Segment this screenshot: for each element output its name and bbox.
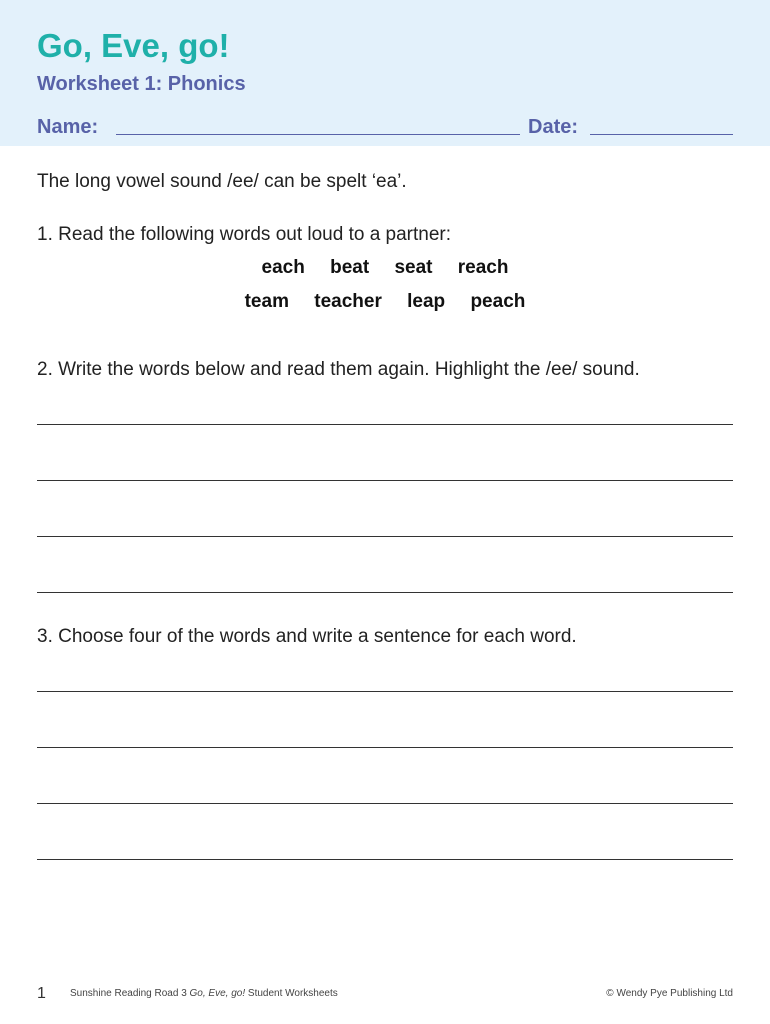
word-row-1 xyxy=(0,256,770,280)
footer-copyright: © Wendy Pye Publishing Ltd xyxy=(606,988,733,999)
word: peach xyxy=(470,291,526,312)
writing-line[interactable] xyxy=(37,592,733,593)
writing-line[interactable] xyxy=(37,747,733,748)
writing-line[interactable] xyxy=(37,536,733,537)
writing-line[interactable] xyxy=(37,691,733,692)
worksheet-title: Go, Eve, go! xyxy=(37,27,230,64)
question-3-prompt: 3. Choose four of the words and write a sentence for each word. xyxy=(37,626,577,647)
word: seat xyxy=(394,257,433,278)
name-label: Name: xyxy=(37,116,99,138)
writing-line[interactable] xyxy=(37,424,733,425)
name-date-row xyxy=(37,114,733,142)
writing-line[interactable] xyxy=(37,859,733,860)
footer-suffix: Student Worksheets xyxy=(245,988,338,999)
header-band xyxy=(0,0,770,146)
name-field[interactable] xyxy=(116,134,520,135)
date-field[interactable] xyxy=(590,134,733,135)
word: each xyxy=(261,257,305,278)
date-label: Date: xyxy=(528,116,579,138)
writing-line[interactable] xyxy=(37,480,733,481)
intro-text: The long vowel sound /ee/ can be spelt ‘ea’. xyxy=(37,171,407,192)
word-row-2 xyxy=(0,290,770,314)
word: teacher xyxy=(314,291,382,312)
worksheet-subtitle: Worksheet 1: Phonics xyxy=(37,73,246,95)
question-1-prompt: 1. Read the following words out loud to a partner: xyxy=(37,224,452,245)
writing-line[interactable] xyxy=(37,803,733,804)
page-number: 1 xyxy=(37,985,46,1002)
word: reach xyxy=(457,257,509,278)
word: team xyxy=(244,291,289,312)
word: leap xyxy=(407,291,446,312)
word: beat xyxy=(330,257,370,278)
question-2-prompt: 2. Write the words below and read them again. Highlight the /ee/ sound. xyxy=(37,359,640,380)
footer-italic-title: Go, Eve, go! xyxy=(189,988,246,999)
footer-prefix: Sunshine Reading Road 3 xyxy=(70,988,190,999)
footer-book-title xyxy=(70,987,338,1001)
